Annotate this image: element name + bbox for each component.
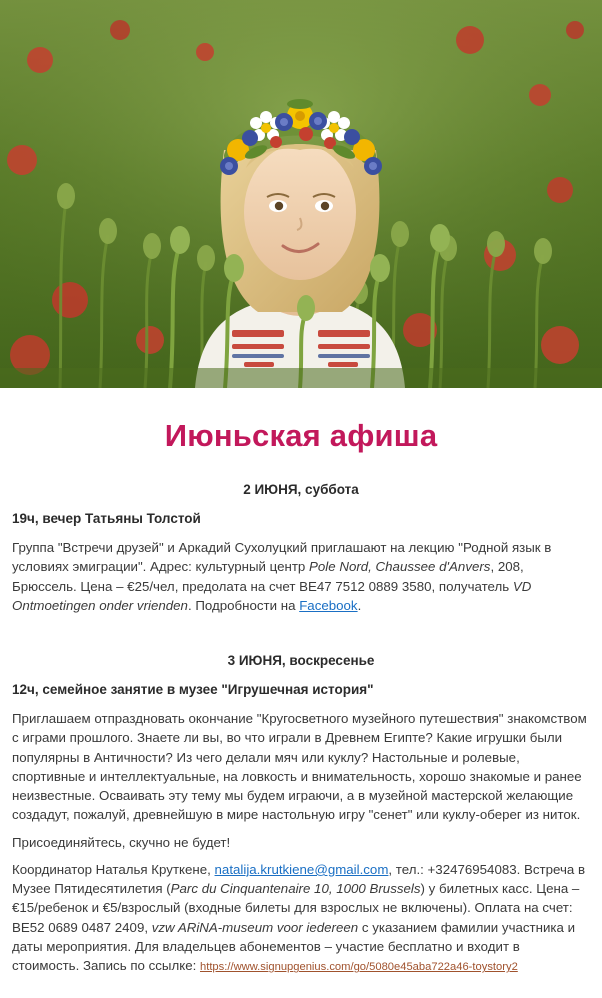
coordinator-email-link[interactable]: natalija.krutkiene@gmail.com (214, 861, 389, 877)
text-run: , 208, Брюссель. Цена – €25/чел, предолата на счет BE47 7512 0889 3580, получатель (12, 559, 524, 594)
event-date-2: 3 ИЮНЯ, воскресенье (227, 653, 375, 669)
event-2-paragraph-1 (12, 709, 590, 825)
text-run: Приглашаем отпраздновать окончание "Кругосветного музейного путешествия" знакомством с играми прошлого. Знаете ли вы, во что играли в Древнем Египте? Какие игрушки были популярны в Античности? Из чего делали мяч или куклу? Настольные и ролевые, спортивные и интеллектуальные, на ловкость и внимательность, хорошо знакомые и ранее неизвестные. Осваивать эту тему мы будем играючи, а в музейной мастерской желающие создадут, пожалуй, древнейшую в мире настольную игру "сенет" или куклу-оберег из ниток. (12, 711, 587, 823)
text-run: Группа "Встречи друзей" и Аркадий Сухолуцкий приглашают на лекцию "Родной язык в условиях эмиграции". Адрес: культурный центр (12, 540, 552, 575)
event-heading-2: 12ч, семейное занятие в музее "Игрушечная история" (12, 682, 374, 698)
event-date-1: 2 ИЮНЯ, суббота (243, 482, 359, 497)
text-run: . (357, 597, 362, 613)
newsletter-body (0, 418, 602, 998)
signup-link[interactable]: https://www.signupgenius.com/go/5080e45aba722a46-toystory2 (199, 961, 518, 974)
text-run: Координатор Наталья Круткене, (12, 861, 215, 877)
text-run: . Подробности на (187, 597, 300, 613)
text-run: ) у билетных касс. Цена – €15/ребенок и €5/взрослый (входные билеты для взрослых не включены). Оплата на счет: BE52 0689 0487 2409, (12, 881, 580, 935)
account-holder-name: vzw ARiNA-museum voor iedereen (151, 919, 359, 935)
text-run: с указанием фамилии участника и даты мероприятия. Для владельцев абонементов – участие бесплатно и входит в стоимость. Запись по ссылке: (12, 919, 576, 974)
event-heading-1: 19ч, вечер Татьяны Толстой (12, 511, 201, 526)
text-run: Присоединяйтесь, скучно не будет! (12, 834, 231, 850)
museum-address: Parc du Cinquantenaire 10, 1000 Brussels (170, 881, 421, 897)
text-run: , тел.: +32476954083. Встреча в Музее Пятидесятилетия ( (12, 861, 586, 897)
facebook-link[interactable]: Facebook (299, 597, 358, 613)
event-2-paragraph-2 (12, 833, 590, 852)
venue-name: Pole Nord, Chaussee d'Anvers (309, 559, 491, 575)
event-2-paragraph-3 (12, 860, 590, 976)
page-title: Июньская афиша (164, 418, 438, 453)
hero-photo (0, 0, 602, 388)
payee-name: VD Ontmoetingen onder vrienden (12, 578, 532, 613)
event-1-paragraph-1 (12, 538, 590, 615)
